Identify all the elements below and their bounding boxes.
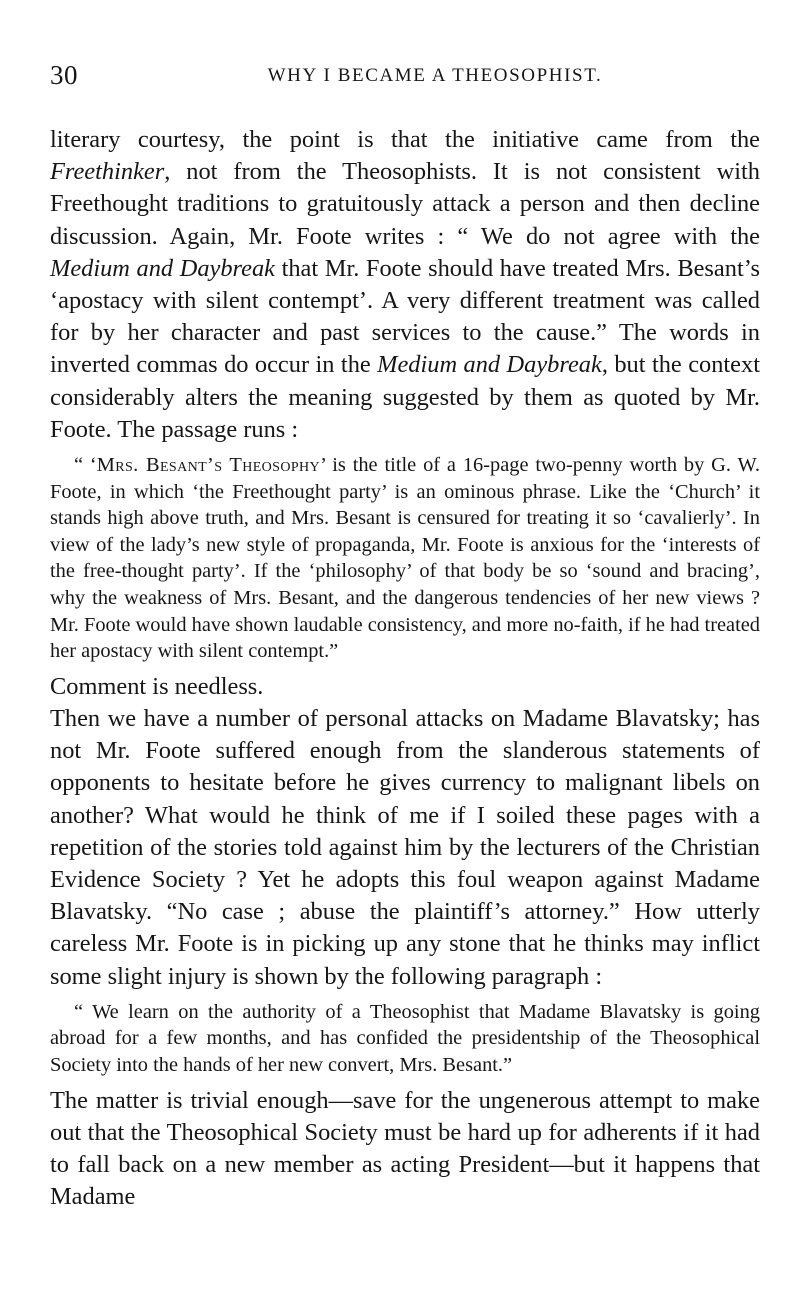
paragraph-1-italic-medium-and-daybreak: Medium and Daybreak [50, 254, 275, 282]
paragraph-3: Then we have a number of personal attacks on Madame Blavatsky; has not Mr. Foote suffered enough from the slanderous statements of opponents to hesitate before he gives currency to malignant libels on another? What would he think of me if I soiled these pages with a repetition of the stories told against him by the lecturers of the Christian Evidence Society ? Yet he adopts this foul weapon against Madame Blavatsky. “No case ; abuse the plaintiff’s attorney.” How utterly careless Mr. Foote is in picking up any stone that he thinks may inflict some slight injury is shown by the following paragraph : [50, 704, 760, 990]
running-title: WHY I BECAME A THEOSOPHIST. [267, 65, 603, 86]
block-quote-2: “ We learn on the authority of a Theosophist that Madame Blavatsky is going abroad for a few months, and has confided the presidentship of the Theosophical Society into the hands of her new convert, Mrs. Besant.” [50, 1000, 760, 1076]
block-quote-1-text: ’ is the title of a 16-page two-penny worth by G. W. Foote, in which ‘the Freethought party’ is an ominous phrase. Like the ‘Church’ it stands high above truth, and Mrs. Besant is censured for treating it so ‘cavalierly’. In view of the lady’s new style of propaganda, Mr. Foote is anxious for the ‘interests of the free-thought party’. If the ‘philosophy’ of that body be so ‘sound and bracing’, why the weakness of Mrs. Besant, and the dangerous tendencies of her new views ? Mr. Foote would have shown laudable consistency, and more no-faith, if he had treated her apostacy with silent contempt.” [50, 454, 760, 663]
paragraph-1-text-a: literary courtesy, the point is that the initiative came from the [50, 126, 760, 153]
paragraph-1-italic-freethinker: Freethinker [50, 158, 165, 186]
text-body [50, 124, 760, 1213]
page-number: 30 [50, 60, 78, 90]
paragraph-2: Comment is needless. [50, 672, 264, 700]
paragraph-4: The matter is trivial enough—save for the ungenerous attempt to make out that the Theosophical Society must be hard up for adherents if it had to fall back on a new member as acting President—but it happens that Madame [50, 1086, 760, 1211]
paragraph-1-text-b: , not from the Theosophists. It is not consistent with Freethought traditions to gratuitously attack a person and then decline discussion. Again, Mr. Foote writes : “ We do not agree with the [50, 158, 760, 250]
paragraph-1-text-c: that Mr. Foote should have treated Mrs. Besant’s ‘apostacy with silent contempt’. A very different treatment was called for by her character and past services to the cause.” The words in inverted commas do occur in the [50, 254, 760, 379]
paragraph-1-text-d: , but the context considerably alters the meaning suggested by them as quoted by Mr. Foote. The passage runs : [50, 351, 760, 443]
running-head [50, 58, 760, 92]
paragraph-1 [50, 124, 760, 446]
block-quote-1 [50, 452, 760, 665]
block-quote-1-open: “ ‘ [74, 454, 97, 477]
paragraph-1-italic-medium-and-daybreak-2: Medium and Daybreak [377, 351, 602, 379]
block-quote-1-small-caps-title: Mrs. Besant’s Theosophy [96, 454, 321, 477]
